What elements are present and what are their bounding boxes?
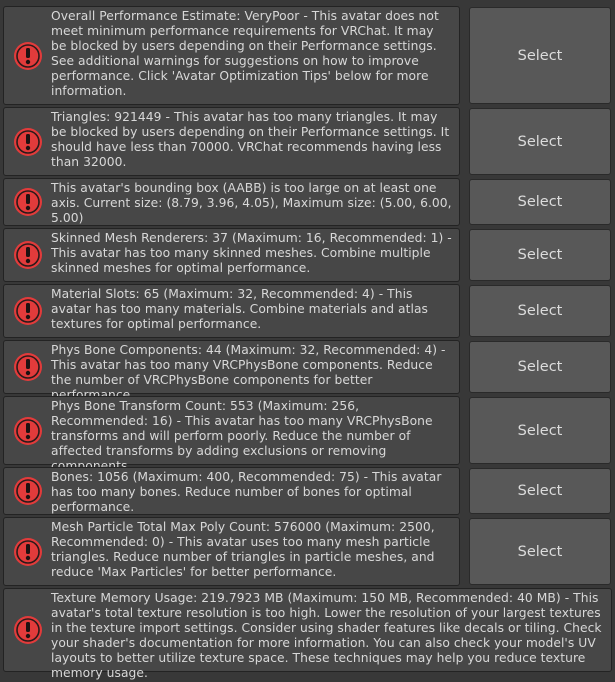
error-message-box	[3, 107, 460, 176]
message-row	[0, 178, 615, 226]
select-button[interactable]: Select	[469, 397, 611, 464]
error-icon	[13, 187, 43, 217]
error-message-box	[3, 178, 460, 226]
message-text: Triangles: 921449 - This avatar has too many triangles. It may be blocked by users depending on their Performance settings. It should have less than 70000. VRChat recommends having less than 32000.	[51, 110, 450, 170]
error-icon	[13, 615, 43, 645]
error-icon	[13, 537, 43, 567]
message-text: This avatar's bounding box (AABB) is too large on at least one axis. Current size: (8.79, 3.96, 4.05), Maximum size: (5.00, 6.00, 5.00)	[51, 181, 452, 226]
error-icon	[13, 476, 43, 506]
select-button[interactable]: Select	[469, 179, 611, 225]
select-button[interactable]: Select	[469, 285, 611, 337]
select-button[interactable]: Select	[469, 518, 611, 585]
error-icon	[13, 240, 43, 270]
message-row	[0, 284, 615, 338]
select-button[interactable]: Select	[469, 341, 611, 393]
error-icon	[13, 41, 43, 71]
select-button[interactable]: Select	[469, 229, 611, 281]
message-row	[0, 107, 615, 176]
message-row	[0, 517, 615, 586]
message-row	[0, 588, 615, 681]
error-message-box	[3, 517, 460, 586]
error-message-box	[3, 6, 460, 105]
error-message-box	[3, 467, 460, 515]
message-row	[0, 467, 615, 515]
error-icon	[13, 416, 43, 446]
message-text: Phys Bone Transform Count: 553 (Maximum: 256, Recommended: 16) - This avatar has too many VRCPhysBone transforms and will perform poorly. Reduce the number of affected transforms by adding exclusions or removing	[51, 399, 433, 459]
message-text: Skinned Mesh Renderers: 37 (Maximum: 16, Recommended: 1) - This avatar has too many skinned meshes. Combine multiple skinned meshes for optimal performance.	[51, 231, 452, 276]
message-row	[0, 6, 615, 105]
message-text: Texture Memory Usage: 219.7923 MB (Maximum: 150 MB, Recommended: 40 MB) - This avatar's total texture resolution is too high. Lower the resolution of your largest textures in the texture import settings. Consider using shader features like decals or tiling. Check your shader's documentation for more information. You can also check your model's UV layouts to better utilize texture space. These techniques may help you reduce texture memory usage.	[51, 591, 602, 681]
error-message-box	[3, 228, 460, 282]
message-text: Mesh Particle Total Max Poly Count: 576000 (Maximum: 2500, Recommended: 0) - This avatar uses too many mesh particle triangles. Reduce number of triangles in particle meshes, and reduce 'Max Particles' for better performance.	[51, 520, 435, 580]
message-row	[0, 340, 615, 394]
message-text: Bones: 1056 (Maximum: 400, Recommended: 75) - This avatar has too many bones. Reduce number of bones for optimal performance.	[51, 470, 442, 515]
error-icon	[13, 352, 43, 382]
error-message-box	[3, 340, 460, 394]
select-button[interactable]: Select	[469, 108, 611, 175]
error-message-box	[3, 396, 460, 465]
message-row	[0, 228, 615, 282]
message-text: Material Slots: 65 (Maximum: 32, Recommended: 4) - This avatar has too many materials. Combine materials and atlas textures for optimal performance.	[51, 287, 429, 332]
message-row	[0, 396, 615, 465]
message-text: Overall Performance Estimate: VeryPoor - This avatar does not meet minimum performance requirements for VRChat. It may be blocked by users depending on their Performance settings. See additional warnings for suggestions on how to improve performance. Click 'Avatar Optimization Tips' below for more information.	[51, 9, 439, 99]
message-text: Phys Bone Components: 44 (Maximum: 32, Recommended: 4) - This avatar has too many VRCPhysBone components. Reduce the number of VRCPhysBone components for better	[51, 343, 446, 388]
error-message-box	[3, 284, 460, 338]
error-icon	[13, 296, 43, 326]
error-icon	[13, 127, 43, 157]
select-button[interactable]: Select	[469, 468, 611, 514]
select-button[interactable]: Select	[469, 7, 611, 104]
error-message-box	[3, 588, 612, 681]
